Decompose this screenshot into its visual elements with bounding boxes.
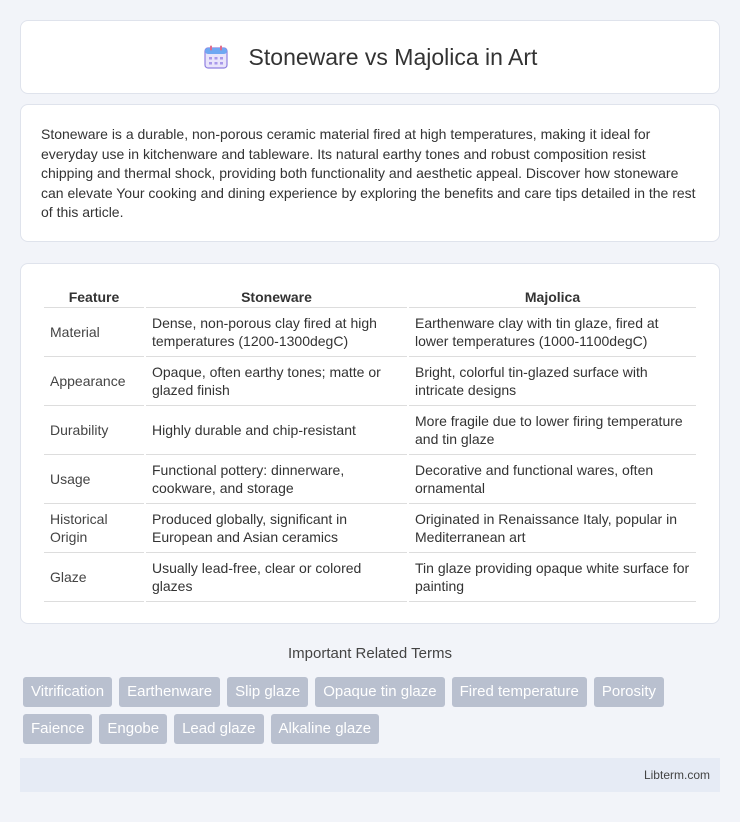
tag-fired-temperature[interactable]: Fired temperature — [452, 677, 587, 707]
tag-lead-glaze[interactable]: Lead glaze — [174, 714, 263, 744]
table-row — [44, 553, 696, 602]
tag-opaque-tin-glaze[interactable]: Opaque tin glaze — [315, 677, 444, 707]
stoneware-cell: Functional pottery: dinnerware, cookware, and storage — [146, 455, 407, 504]
majolica-cell: Tin glaze providing opaque white surface for painting — [409, 553, 696, 602]
intro-card — [20, 104, 720, 242]
stoneware-cell: Produced globally, significant in European and Asian ceramics — [146, 504, 407, 553]
intro-text: Stoneware is a durable, non-porous ceramic material fired at high temperatures, making it ideal for everyday use in kitchenware and tableware. Its natural earthy tones and robust composition resist chipping and thermal shock, providing both functionality and aesthetic appeal. Discover how stoneware can elevate Your cooking and dining experience by exploring the benefits and care tips detailed in the rest of this article. — [41, 126, 696, 221]
table-row — [44, 308, 696, 357]
feature-cell: Appearance — [44, 357, 144, 406]
tag-vitrification[interactable]: Vitrification — [23, 677, 112, 707]
header-majolica: Majolica — [409, 284, 696, 308]
footer — [20, 758, 720, 792]
stoneware-cell: Usually lead-free, clear or colored glazes — [146, 553, 407, 602]
majolica-cell: More fragile due to lower firing temperature and tin glaze — [409, 406, 696, 455]
majolica-cell: Bright, colorful tin-glazed surface with intricate designs — [409, 357, 696, 406]
page-title: Stoneware vs Majolica in Art — [248, 43, 538, 70]
feature-cell: Historical Origin — [44, 504, 144, 553]
table-row — [44, 504, 696, 553]
majolica-cell: Originated in Renaissance Italy, popular in Mediterranean art — [409, 504, 696, 553]
table-row — [44, 406, 696, 455]
table-row — [44, 455, 696, 504]
feature-cell: Glaze — [44, 553, 144, 602]
title-card — [20, 20, 720, 94]
table-header-row — [44, 284, 696, 308]
related-terms-title: Important Related Terms — [288, 645, 452, 662]
stoneware-cell: Dense, non-porous clay fired at high temperatures (1200-1300degC) — [146, 308, 407, 357]
comparison-table — [42, 284, 698, 602]
feature-cell: Usage — [44, 455, 144, 504]
tag-slip-glaze[interactable]: Slip glaze — [227, 677, 308, 707]
stoneware-cell: Highly durable and chip-resistant — [146, 406, 407, 455]
tag-engobe[interactable]: Engobe — [99, 714, 167, 744]
header-stoneware: Stoneware — [146, 284, 407, 308]
feature-cell: Durability — [44, 406, 144, 455]
tag-faience[interactable]: Faience — [23, 714, 92, 744]
feature-cell: Material — [44, 308, 144, 357]
calendar-icon — [203, 44, 229, 70]
stoneware-cell: Opaque, often earthy tones; matte or glazed finish — [146, 357, 407, 406]
tag-earthenware[interactable]: Earthenware — [119, 677, 220, 707]
tag-porosity[interactable]: Porosity — [594, 677, 664, 707]
tag-alkaline-glaze[interactable]: Alkaline glaze — [271, 714, 380, 744]
header-feature: Feature — [44, 284, 144, 308]
table-row — [44, 357, 696, 406]
majolica-cell: Decorative and functional wares, often ornamental — [409, 455, 696, 504]
related-terms-list — [23, 677, 723, 744]
comparison-table-card — [20, 263, 720, 624]
majolica-cell: Earthenware clay with tin glaze, fired at lower temperatures (1000-1100degC) — [409, 308, 696, 357]
footer-site-link[interactable]: Libterm.com — [643, 768, 710, 782]
